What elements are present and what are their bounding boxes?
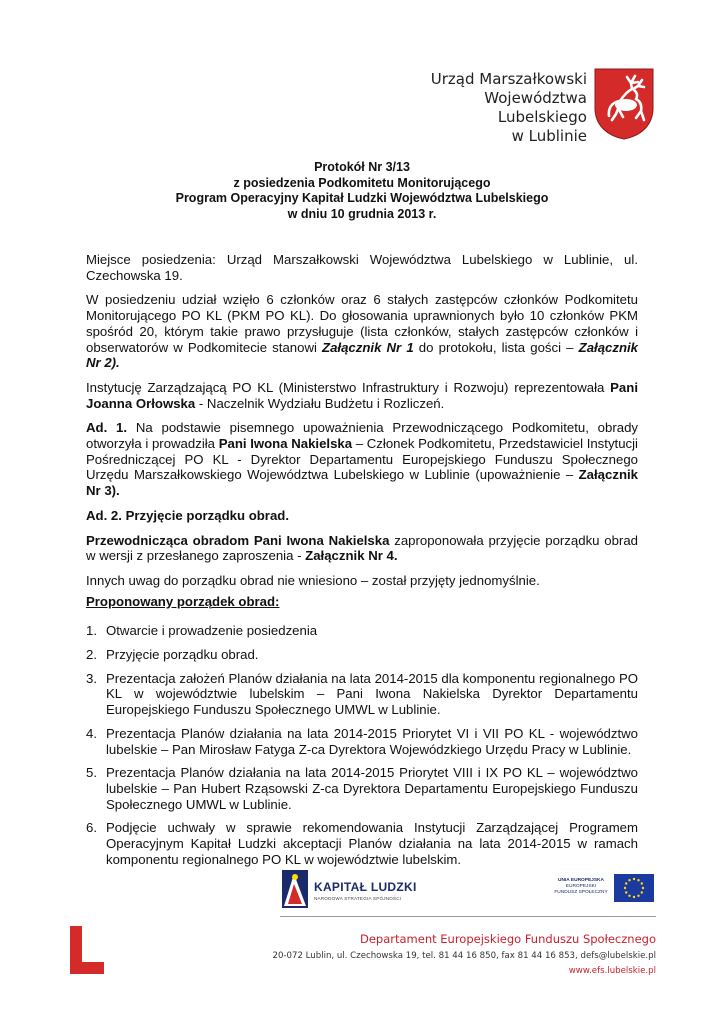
agenda-item-text: Prezentacja Planów działania na lata 2014-2015 Priorytet VIII i IX PO KL – województwo lubelskie – Pan Hubert Rząsowski Z-ca Dyrektora Departamentu Europejskiego Funduszu Społecznego UMWL w Lublinie.	[106, 765, 638, 812]
agenda-item	[86, 726, 638, 757]
attachment-ref: Załącznik Nr 2).	[86, 339, 639, 371]
agenda-item	[86, 671, 638, 718]
agenda-list	[86, 623, 638, 867]
department-name: Departament Europejskiego Funduszu Społecznego	[359, 932, 656, 946]
no-remarks-paragraph: Innych uwag do porządku obrad nie wniesiono – został przyjęty jednomyślnie.	[86, 572, 540, 588]
eu-logo-line: FUNDUSZ SPOŁECZNY	[554, 890, 608, 895]
section-label: Ad. 1.	[86, 420, 128, 436]
attachment-ref: Załącznik Nr 3).	[86, 467, 638, 499]
agenda-item-text: Otwarcie i prowadzenie posiedzenia	[106, 623, 318, 639]
agenda-item	[86, 765, 638, 812]
footer-divider	[280, 916, 656, 917]
title-line: z posiedzenia Podkomitetu Monitorującego	[233, 175, 491, 190]
text-run: - Naczelnik Wydziału Budżetu i Rozliczeń.	[195, 395, 445, 411]
eu-logo-line: EUROPEJSKI	[565, 884, 597, 889]
agenda-item-number: 4.	[86, 725, 97, 741]
agenda-item	[86, 820, 638, 867]
eu-flag-icon	[614, 874, 654, 902]
institution-line: w Lublinie	[511, 127, 587, 145]
chair-proposal-paragraph	[86, 533, 638, 564]
document-body	[86, 252, 638, 876]
lubelskie-l-logo-icon	[68, 926, 104, 974]
agenda-item	[86, 647, 638, 663]
title-line: Program Operacyjny Kapitał Ludzki Województwa Lubelskiego	[175, 191, 549, 205]
document-title	[86, 160, 638, 222]
kapital-ludzki-logo	[280, 868, 420, 910]
person-name: Pani Iwona Nakielska	[218, 436, 353, 452]
managing-authority-paragraph	[86, 380, 638, 411]
eu-logo	[552, 872, 654, 904]
text-run: do protokołu, lista gości –	[413, 339, 579, 355]
ad1-paragraph	[86, 420, 638, 499]
text-run: W posiedzeniu udział wzięło 6 członków oraz 6 stałych zastępców członków Podkomitetu Monitorującego PO KL (PKM PO KL). Do głosowania uprawnionych było 10 członków PKM spośród 20, którym takie prawo przysługuje (lista członków, stałych zastępców członków i obserwatorów w Podkomitecie stanowi	[86, 292, 638, 355]
eu-logo-line: UNIA EUROPEJSKA	[558, 878, 604, 883]
attachment-ref: Załącznik Nr 1	[322, 339, 414, 355]
agenda-item-number: 6.	[86, 820, 97, 836]
title-line: Protokół Nr 3/13	[314, 160, 410, 174]
coat-of-arms-deer-icon	[594, 68, 654, 140]
text-run: Na podstawie pisemnego upoważnienia Przewodniczącego Podkomitetu, obrady otworzyła i prowadziła	[86, 420, 638, 452]
text-run: – Członek Podkomitetu, Przedstawiciel Instytucji Pośredniczącej PO KL - Dyrektor Departamentu Europejskiego Funduszu Społecznego Urzędu Marszałkowskiego Województwa Lubelskiego w Lublinie (upoważnienie –	[86, 436, 638, 483]
institution-line: Województwa Lubelskiego	[484, 89, 587, 126]
text-run: Instytucję Zarządzającą PO KL (Ministerstwo Infrastruktury i Rozwoju) reprezentowała	[86, 379, 611, 395]
attachment-ref: Załącznik Nr 4.	[305, 548, 398, 564]
agenda-item-text: Prezentacja Planów działania na lata 2014-2015 Priorytet VI i VII PO KL - województwo lubelskie – Pan Mirosław Fatyga Z-ca Dyrektora Wojewódzkiego Urzędu Pracy w Lublinie.	[106, 725, 638, 757]
kl-logo-subtitle: NARODOWA STRATEGIA SPÓJNOŚCI	[314, 896, 402, 901]
agenda-item-text: Przyjęcie porządku obrad.	[106, 647, 259, 663]
person-name: Przewodnicząca obradom Pani Iwona Nakielska	[86, 532, 390, 548]
person-name: Pani Joanna Orłowska	[86, 379, 638, 411]
meeting-place-paragraph: Miejsce posiedzenia: Urząd Marszałkowski Województwa Lubelskiego w Lublinie, ul. Czechowska 19.	[86, 252, 638, 283]
institution-name	[412, 70, 587, 146]
agenda-heading: Proponowany porządek obrad:	[86, 593, 280, 609]
department-address: 20-072 Lublin, ul. Czechowska 19, tel. 81 44 16 850, fax 81 44 16 853, defs@lubelskie.pl	[272, 951, 656, 961]
agenda-item	[86, 623, 638, 639]
kl-logo-title: KAPITAŁ LUDZKI	[314, 880, 417, 894]
institution-line: Urząd Marszałkowski	[430, 70, 587, 88]
title-line: w dniu 10 grudnia 2013 r.	[287, 206, 437, 221]
agenda-item-number: 2.	[86, 647, 97, 663]
agenda-item-number: 1.	[86, 623, 97, 639]
ad2-heading: Ad. 2. Przyjęcie porządku obrad.	[86, 507, 289, 523]
agenda-item-text: Prezentacja założeń Planów działania na lata 2014-2015 dla komponentu regionalnego PO KL w województwie lubelskim – Pani Iwona Nakielska Dyrektor Departamentu Europejskiego Funduszu Społecznego UMWL w Lublinie.	[106, 670, 638, 718]
department-website: www.efs.lubelskie.pl	[568, 966, 656, 976]
agenda-item-number: 3.	[86, 670, 97, 686]
text-run: zaproponowała przyjęcie porządku obrad w wersji z przesłanego zaproszenia -	[86, 532, 638, 564]
kapital-ludzki-mark-icon	[280, 868, 310, 910]
agenda-item-number: 5.	[86, 765, 97, 781]
agenda-item-text: Podjęcie uchwały w sprawie rekomendowania Instytucji Zarządzającej Programem Operacyjnym Kapitał Ludzki akceptacji Planów działania na lata 2014-2015 w ramach komponentu regionalnego PO KL w województwie lubelskim.	[106, 820, 638, 867]
attendance-paragraph	[86, 292, 638, 371]
eu-logo-text	[552, 878, 610, 896]
